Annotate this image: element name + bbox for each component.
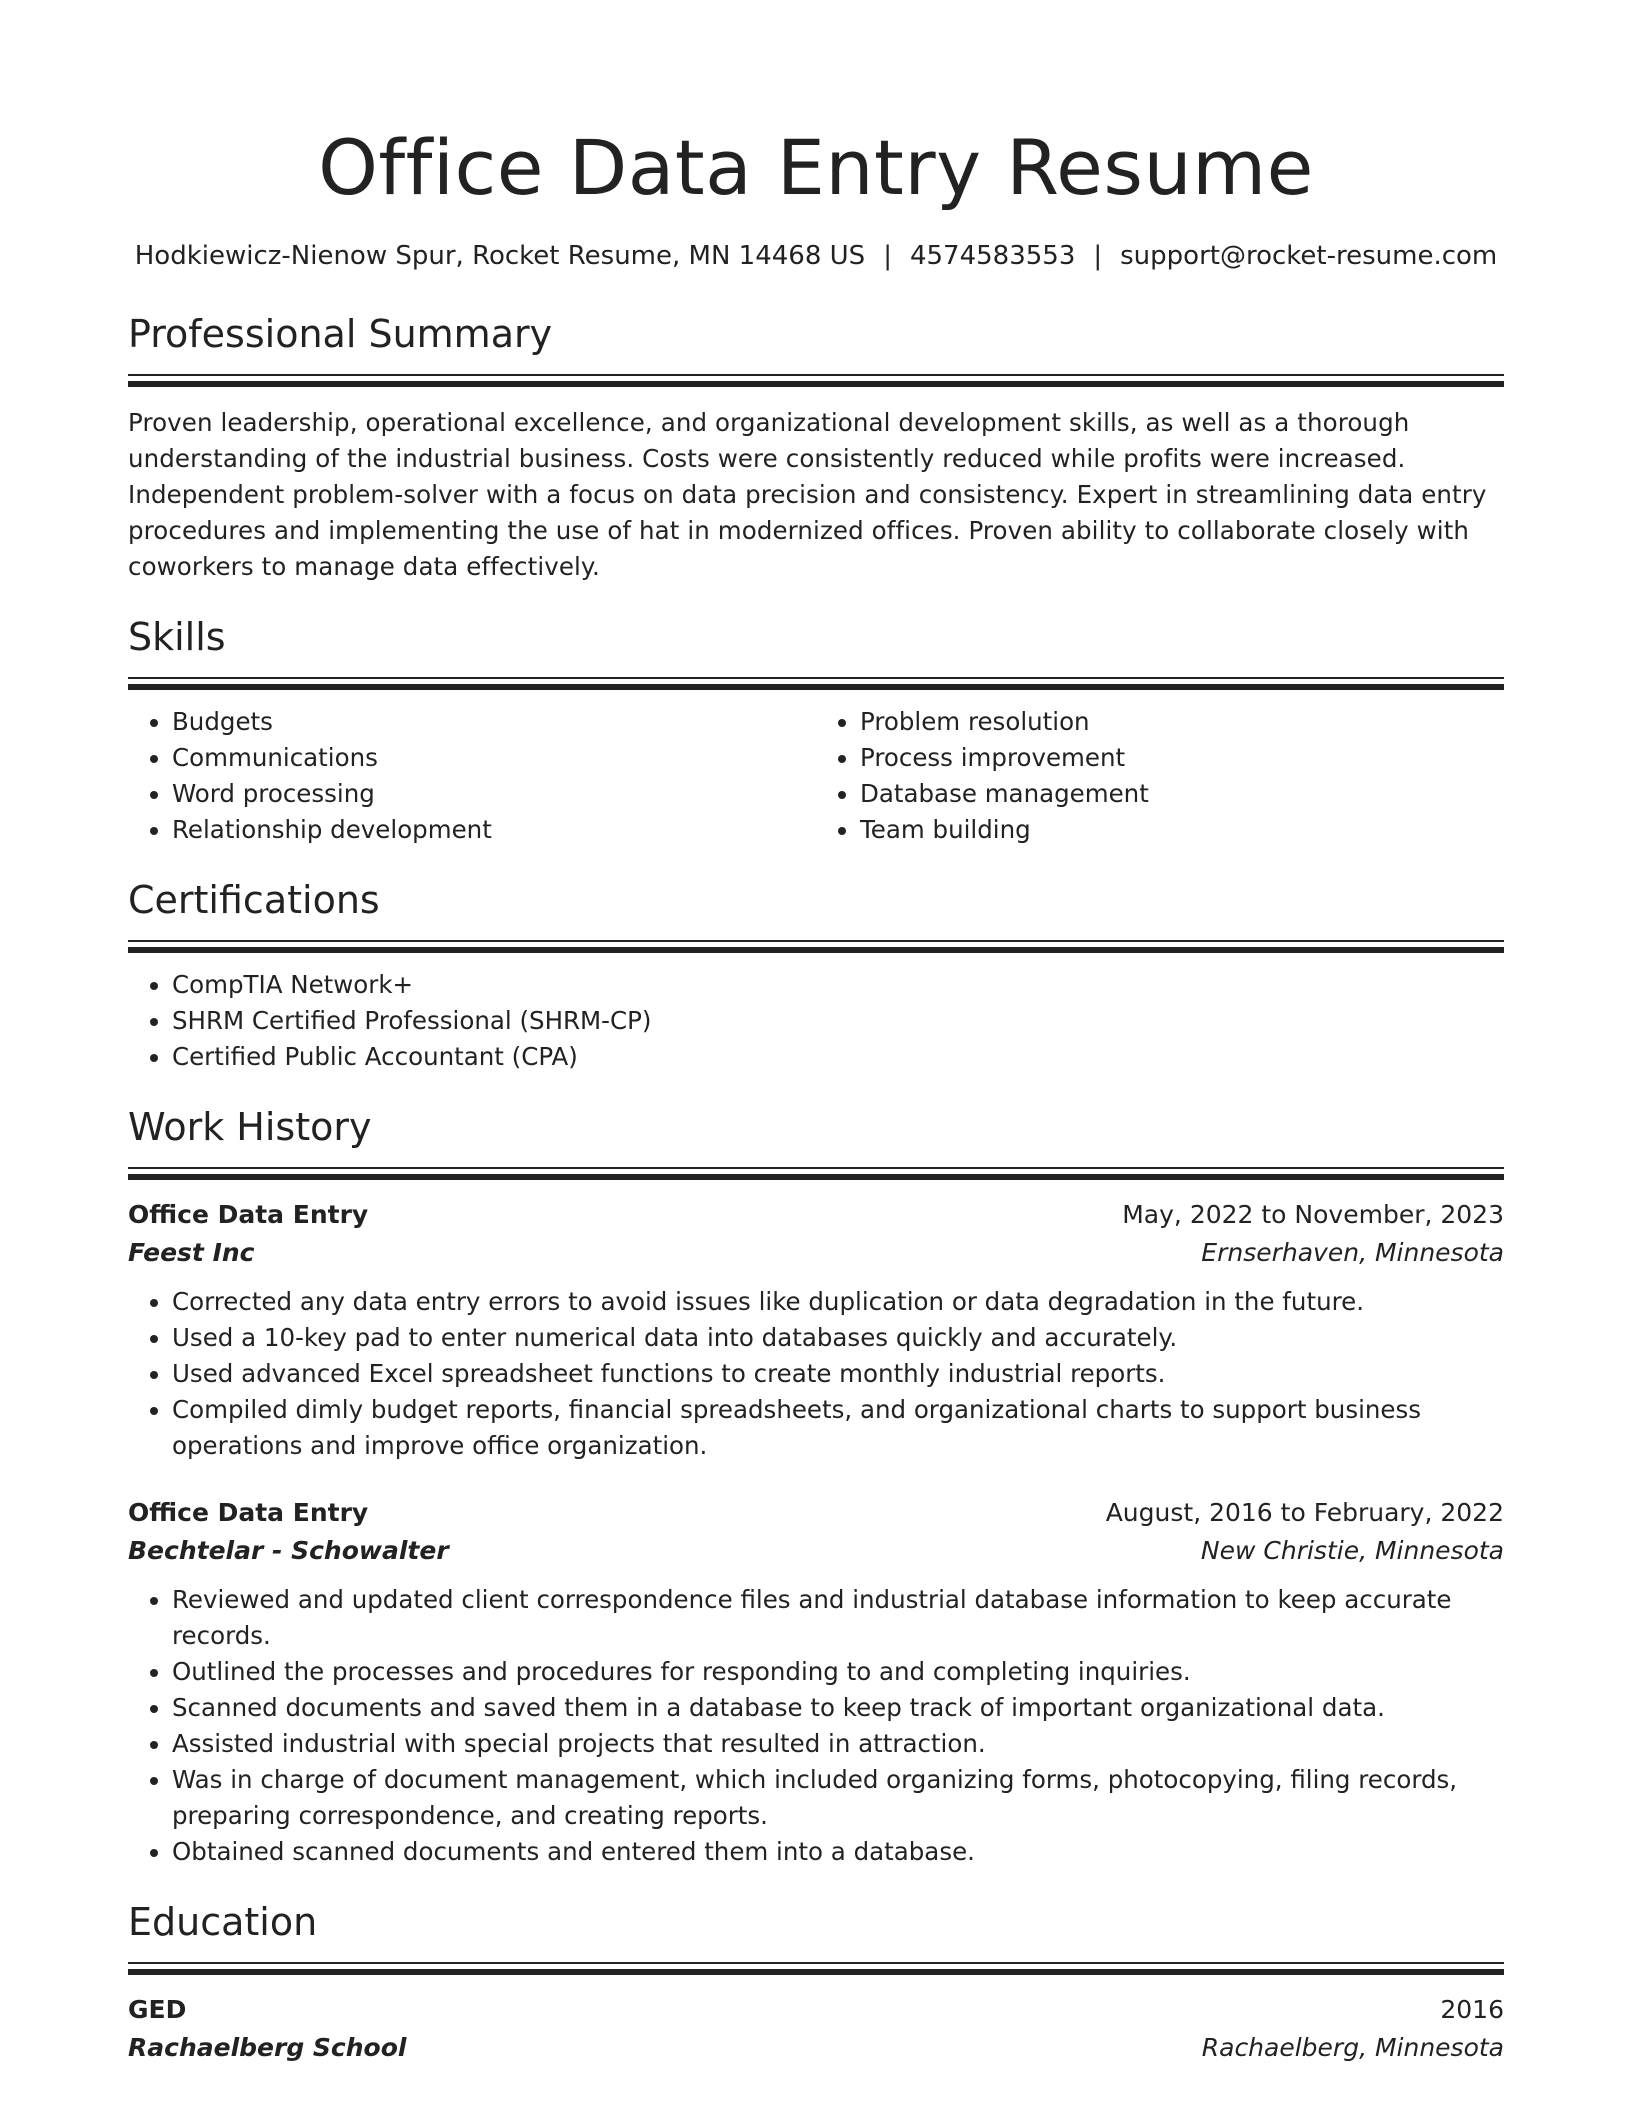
job-dates: May, 2022 to November, 2023 (1122, 1200, 1504, 1229)
job-bullet: • Outlined the processes and procedures for responding to and completing inquiries. (172, 1654, 1504, 1690)
section-divider (128, 677, 1504, 688)
job-company-row (128, 1532, 1504, 1570)
contact-phone: 4574583553 (909, 241, 1076, 271)
contact-separator: | (1093, 241, 1103, 271)
section-summary (128, 310, 1504, 585)
education-degree: GED (128, 1995, 187, 2024)
job-location: Ernserhaven, Minnesota (1201, 1238, 1504, 1267)
skill-item: • Problem resolution (860, 704, 1504, 740)
section-divider (128, 940, 1504, 951)
skill-item: • Communications (172, 740, 816, 776)
job-location: New Christie, Minnesota (1200, 1536, 1504, 1565)
job-company: Feest Inc (128, 1238, 255, 1267)
education-school-row (128, 2029, 1504, 2067)
skills-grid (128, 688, 1504, 848)
certification-item: • SHRM Certified Professional (SHRM-CP) (172, 1003, 1504, 1039)
job-bullets (128, 1582, 1504, 1870)
contact-email: support@rocket-resume.com (1120, 241, 1498, 271)
education-header-row (128, 1991, 1504, 2029)
certification-item: • CompTIA Network+ (172, 967, 1504, 1003)
skills-list-left (128, 704, 816, 848)
skill-item: • Team building (860, 812, 1504, 848)
section-heading-certifications: Certifications (128, 878, 380, 922)
job-bullet: • Used a 10-key pad to enter numerical data into databases quickly and accurately. (172, 1320, 1504, 1356)
resume-title: Office Data Entry Resume (318, 123, 1314, 212)
section-heading-work-history: Work History (128, 1105, 372, 1149)
section-skills (128, 613, 1504, 848)
certifications-list (128, 967, 1504, 1075)
job-bullet: • Corrected any data entry errors to avoid issues like duplication or data degradation in the future. (172, 1284, 1504, 1320)
skill-item: • Relationship development (172, 812, 816, 848)
certification-item: • Certified Public Accountant (CPA) (172, 1039, 1504, 1075)
skill-item: • Process improvement (860, 740, 1504, 776)
job-bullet: • Compiled dimly budget reports, financial spreadsheets, and organizational charts to support business operations and improve office organization. (172, 1392, 1504, 1464)
education-entry (128, 1991, 1504, 2067)
job-entry (128, 1494, 1504, 1870)
section-divider (128, 374, 1504, 385)
skill-item: • Word processing (172, 776, 816, 812)
skill-item: • Database management (860, 776, 1504, 812)
job-entry (128, 1196, 1504, 1464)
education-year: 2016 (1440, 1995, 1504, 2024)
contact-line (128, 238, 1504, 274)
job-bullet: • Assisted industrial with special projects that resulted in attraction. (172, 1726, 1504, 1762)
section-divider (128, 1167, 1504, 1178)
job-bullet: • Was in charge of document management, which included organizing forms, photocopying, filing records, preparing correspondence, and creating reports. (172, 1762, 1504, 1834)
job-title: Office Data Entry (128, 1200, 369, 1229)
contact-separator: | (883, 241, 892, 271)
section-heading-skills: Skills (128, 615, 226, 659)
job-bullets (128, 1284, 1504, 1464)
job-title: Office Data Entry (128, 1498, 369, 1527)
section-heading-education: Education (128, 1900, 318, 1944)
skill-item: • Budgets (172, 704, 816, 740)
section-heading-summary: Professional Summary (128, 312, 553, 356)
job-company: Bechtelar - Schowalter (128, 1536, 449, 1565)
summary-text: Proven leadership, operational excellence, and organizational development skills, as well as a thorough understanding of the industrial business. Costs were consistently reduced while profits were increased. Independent problem-solver with a focus on data precision and consistency. Expert in streamlining data entry procedures and implementing the use of hat in modernized offices. Proven ability to collaborate closely with coworkers to manage data effectively. (128, 408, 1487, 581)
section-education (128, 1898, 1504, 2067)
job-company-row (128, 1234, 1504, 1272)
section-certifications (128, 876, 1504, 1075)
job-header-row (128, 1196, 1504, 1234)
section-divider (128, 1962, 1504, 1973)
job-bullet: • Obtained scanned documents and entered them into a database. (172, 1834, 1504, 1870)
education-location: Rachaelberg, Minnesota (1201, 2033, 1504, 2062)
job-dates: August, 2016 to February, 2022 (1105, 1498, 1504, 1527)
section-work-history (128, 1103, 1504, 1870)
job-bullet: • Scanned documents and saved them in a database to keep track of important organizational data. (172, 1690, 1504, 1726)
job-bullet: • Reviewed and updated client correspondence files and industrial database information to keep accurate records. (172, 1582, 1504, 1654)
education-school: Rachaelberg School (128, 2033, 407, 2062)
contact-address: Hodkiewicz-Nienow Spur, Rocket Resume, MN 14468 US (134, 241, 866, 271)
job-header-row (128, 1494, 1504, 1532)
job-bullet: • Used advanced Excel spreadsheet functions to create monthly industrial reports. (172, 1356, 1504, 1392)
skills-list-right (816, 704, 1504, 848)
